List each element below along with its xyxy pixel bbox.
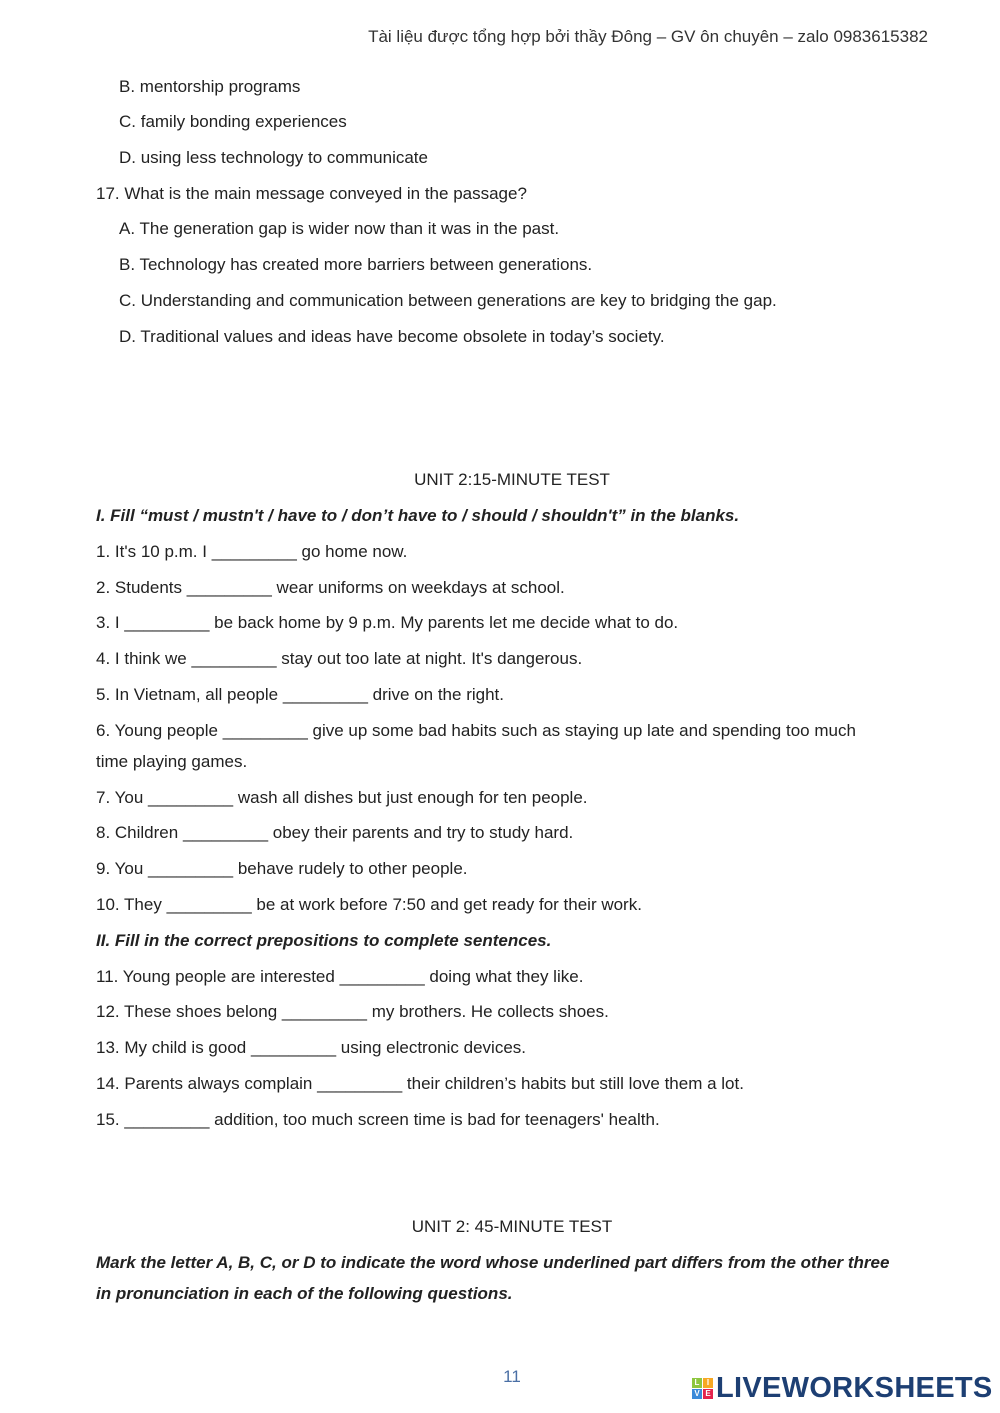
sentence-end: their children’s habits but still love them a lot. <box>402 1074 744 1093</box>
fill-preposition-item <box>96 966 583 988</box>
sentence-end: addition, too much screen time is bad for teenagers' health. <box>209 1110 660 1129</box>
sentence-start: 6. Young people <box>96 721 223 740</box>
sentence-start: 1. It's 10 p.m. I <box>96 542 212 561</box>
answer-blank[interactable]: _________ <box>148 859 234 878</box>
fill-preposition-item <box>96 1073 744 1095</box>
answer-blank[interactable]: _________ <box>148 788 234 807</box>
answer-blank[interactable]: _________ <box>281 1002 367 1021</box>
fill-modal-item <box>96 894 642 916</box>
part-1-instruction: I. Fill “must / mustn't / have to / don’t have to / should / shouldn't” in the blanks. <box>96 506 740 525</box>
sentence-start: 11. Young people are interested <box>96 967 340 986</box>
answer-blank[interactable]: _________ <box>317 1074 403 1093</box>
fill-modal-item <box>96 541 407 563</box>
fill-preposition-item <box>96 1109 660 1131</box>
answer-blank[interactable]: _________ <box>222 721 308 740</box>
fill-modal-item <box>96 720 856 742</box>
sentence-end: stay out too late at night. It's dangerous. <box>276 649 583 668</box>
logo-tile: V <box>692 1389 702 1399</box>
page-header: Tài liệu được tổng hợp bởi thầy Đông – GV ôn chuyên – zalo 0983615382 <box>368 27 928 46</box>
instruction-line-2: in pronunciation in each of the following questions. <box>96 1284 513 1303</box>
sentence-end: drive on the right. <box>367 685 504 704</box>
logo-tile: E <box>703 1389 713 1399</box>
q17-option-a: A. The generation gap is wider now than it was in the past. <box>119 219 560 238</box>
answer-blank[interactable]: _________ <box>182 823 269 842</box>
section-title-15min: UNIT 2:15-MINUTE TEST <box>414 470 610 489</box>
sentence-start: 8. Children <box>96 823 183 842</box>
logo-tiles-icon <box>692 1378 713 1399</box>
sentence-start: 7. You <box>96 788 149 807</box>
fill-modal-item <box>96 858 468 880</box>
answer-blank[interactable]: _________ <box>339 967 425 986</box>
answer-blank[interactable]: _________ <box>166 895 252 914</box>
sentence-end: go home now. <box>296 542 408 561</box>
sentence-start: 13. My child is good <box>96 1038 251 1057</box>
sentence-start: 10. They <box>96 895 167 914</box>
sentence-end: be back home by 9 p.m. My parents let me decide what to do. <box>209 613 679 632</box>
sentence-end: doing what they like. <box>424 967 584 986</box>
q17-option-d: D. Traditional values and ideas have become obsolete in today’s society. <box>119 327 665 346</box>
q17-option-b: B. Technology has created more barriers between generations. <box>119 255 593 274</box>
sentence-start: 14. Parents always complain <box>96 1074 318 1093</box>
sentence-end: behave rudely to other people. <box>233 859 468 878</box>
fill-preposition-item <box>96 1037 526 1059</box>
sentence-end: wash all dishes but just enough for ten people. <box>233 788 588 807</box>
sentence-end: give up some bad habits such as staying up late and spending too much <box>307 721 856 740</box>
fill-modal-item <box>96 577 565 599</box>
fill-modal-item <box>96 612 678 634</box>
sentence-start: 15. <box>96 1110 125 1129</box>
option-c: C. family bonding experiences <box>119 112 347 131</box>
sentence-end: wear uniforms on weekdays at school. <box>271 578 565 597</box>
sentence-end: using electronic devices. <box>336 1038 526 1057</box>
fill-preposition-item <box>96 1001 609 1023</box>
option-b: B. mentorship programs <box>119 77 301 96</box>
instruction-line-1: Mark the letter A, B, C, or D to indicate the word whose underlined part differs from the other three <box>96 1253 890 1272</box>
sentence-start: 9. You <box>96 859 149 878</box>
liveworksheets-logo <box>692 1373 993 1403</box>
answer-blank[interactable]: _________ <box>282 685 368 704</box>
question-17: 17. What is the main message conveyed in the passage? <box>96 184 527 203</box>
fill-modal-item <box>96 787 588 809</box>
sentence-start: 4. I think we <box>96 649 192 668</box>
answer-blank[interactable]: _________ <box>124 613 210 632</box>
answer-blank[interactable]: _________ <box>124 1110 210 1129</box>
sentence-start: 2. Students <box>96 578 187 597</box>
answer-blank[interactable]: _________ <box>250 1038 337 1057</box>
fill-modal-item <box>96 648 582 670</box>
sentence-end: be at work before 7:50 and get ready for their work. <box>251 895 642 914</box>
logo-tile: L <box>692 1378 702 1388</box>
section-title-45min: UNIT 2: 45-MINUTE TEST <box>411 1217 613 1236</box>
sentence-start: 12. These shoes belong <box>96 1002 282 1021</box>
answer-blank[interactable]: _________ <box>186 578 272 597</box>
q17-option-c: C. Understanding and communication between generations are key to bridging the gap. <box>119 291 777 310</box>
answer-blank[interactable]: _________ <box>191 649 277 668</box>
option-d: D. using less technology to communicate <box>119 148 428 167</box>
fill-modal-item <box>96 684 504 706</box>
logo-tile: I <box>703 1378 713 1388</box>
answer-blank[interactable]: _________ <box>211 542 297 561</box>
page-number: 11 <box>503 1367 521 1386</box>
part-2-instruction: II. Fill in the correct prepositions to complete sentences. <box>96 931 552 950</box>
sentence-start: 3. I <box>96 613 125 632</box>
sentence-end: obey their parents and try to study hard. <box>268 823 574 842</box>
sentence-start: 5. In Vietnam, all people <box>96 685 283 704</box>
sentence-continuation: time playing games. <box>96 752 248 771</box>
fill-modal-item <box>96 822 573 844</box>
sentence-end: my brothers. He collects shoes. <box>366 1002 609 1021</box>
logo-text: LIVEWORKSHEETS <box>716 1372 993 1404</box>
